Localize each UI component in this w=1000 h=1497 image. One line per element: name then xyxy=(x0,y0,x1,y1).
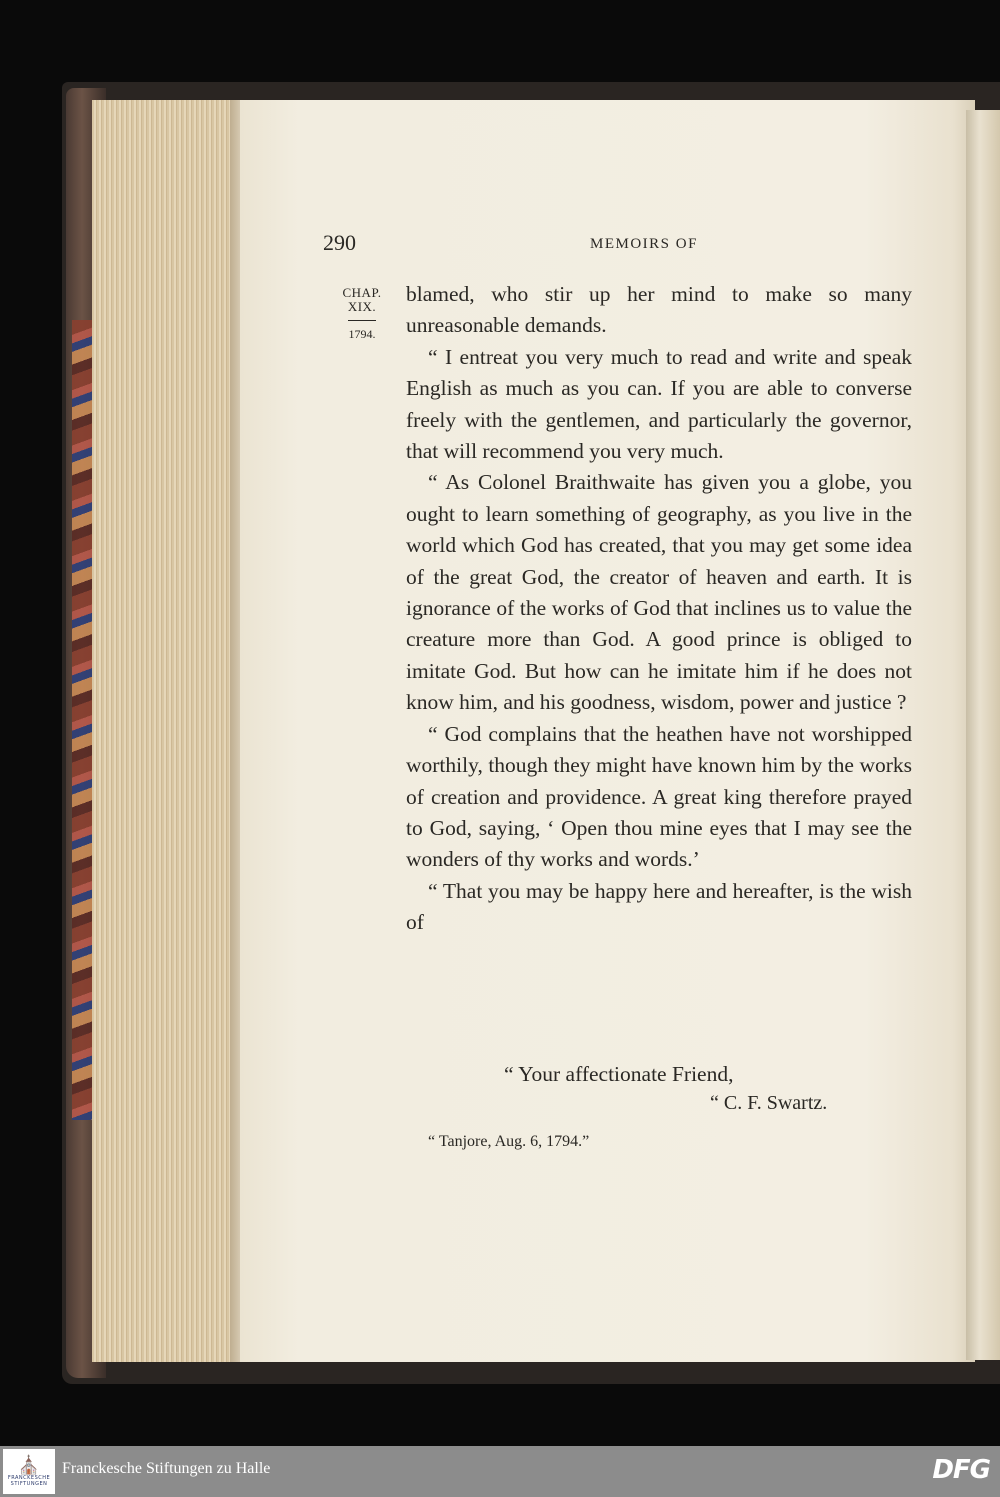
body-text xyxy=(406,279,912,939)
margin-note xyxy=(332,286,392,342)
paragraph: blamed, who stir up her mind to make so many unreasonable demands. xyxy=(406,282,912,338)
margin-chapter-label: CHAP. xyxy=(342,285,382,300)
logo-text: FRANCKESCHE STIFTUNGEN xyxy=(7,1474,51,1487)
running-header: MEMOIRS OF xyxy=(590,236,698,252)
paragraph: “ That you may be happy here and hereafter, is the wish of xyxy=(406,878,912,935)
institution-name: Franckesche Stiftungen zu Halle xyxy=(62,1460,271,1477)
paragraph: “ God complains that the heathen have not worshipped worthily, though they might have known him by the works of creation and providence. A great king therefore prayed to God, saying, ‘ Open thou mine eyes that I may see the wonders of thy works and words.’ xyxy=(406,721,912,872)
margin-rule xyxy=(348,320,376,321)
margin-year: 1794. xyxy=(348,327,376,341)
dfg-logo[interactable]: DFG xyxy=(932,1455,990,1485)
footer-bar xyxy=(0,1446,1000,1497)
institution-emblem-icon: ⛪ xyxy=(17,1454,41,1476)
margin-chapter-number: XIX. xyxy=(347,299,377,314)
closing-line: “ Your affectionate Friend, xyxy=(504,1062,734,1086)
page-block-edges xyxy=(92,100,242,1362)
paragraph: “ As Colonel Braithwaite has given you a globe, you ought to learn something of geography, as you live in the world which God has created, that you may get some idea of the great God, the creator of heaven and earth. It is ignorance of the works of God that inclines us to value the creature more than God. A good prince is obliged to imitate God. But how can he imitate him if he does not know him, and his goodness, wisdom, power and justice ? xyxy=(406,470,912,715)
page-number: 290 xyxy=(323,230,356,255)
dateline: “ Tanjore, Aug. 6, 1794.” xyxy=(428,1133,590,1150)
signature: “ C. F. Swartz. xyxy=(710,1092,828,1114)
facing-page-edge xyxy=(966,110,1000,1360)
institution-logo[interactable] xyxy=(3,1449,55,1494)
paragraph: “ I entreat you very much to read and write and speak English as much as you can. If you are able to converse freely with the gentlemen, and particularly the governor, that will recommend you very much. xyxy=(406,344,912,464)
